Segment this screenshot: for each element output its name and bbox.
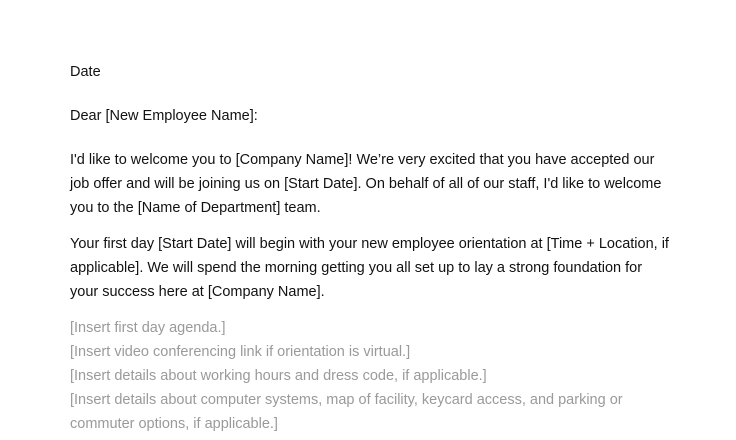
placeholder-list — [70, 316, 670, 436]
first-day-paragraph: Your first day [Start Date] will begin with your new employee orientation at [Time + Location, if applicable]. We will spend the morning getting you all set up to lay a strong foundation for your success here at [Company Name]. — [70, 236, 669, 300]
letter-document — [70, 60, 670, 436]
welcome-paragraph: I'd like to welcome you to [Company Name]! We’re very excited that you have accepted our job offer and will be joining us on [Start Date]. On behalf of all of our staff, I'd like to welcome you to the [Name of Department] team. — [70, 152, 662, 216]
placeholder-computer-systems: [Insert details about computer systems, map of facility, keycard access, and parking or commuter options, if applicable.] — [70, 392, 623, 432]
placeholder-working-hours: [Insert details about working hours and dress code, if applicable.] — [70, 368, 487, 384]
date-line: Date — [70, 64, 101, 80]
placeholder-video-link: [Insert video conferencing link if orientation is virtual.] — [70, 344, 411, 360]
placeholder-agenda: [Insert first day agenda.] — [70, 320, 226, 336]
salutation: Dear [New Employee Name]: — [70, 108, 258, 124]
